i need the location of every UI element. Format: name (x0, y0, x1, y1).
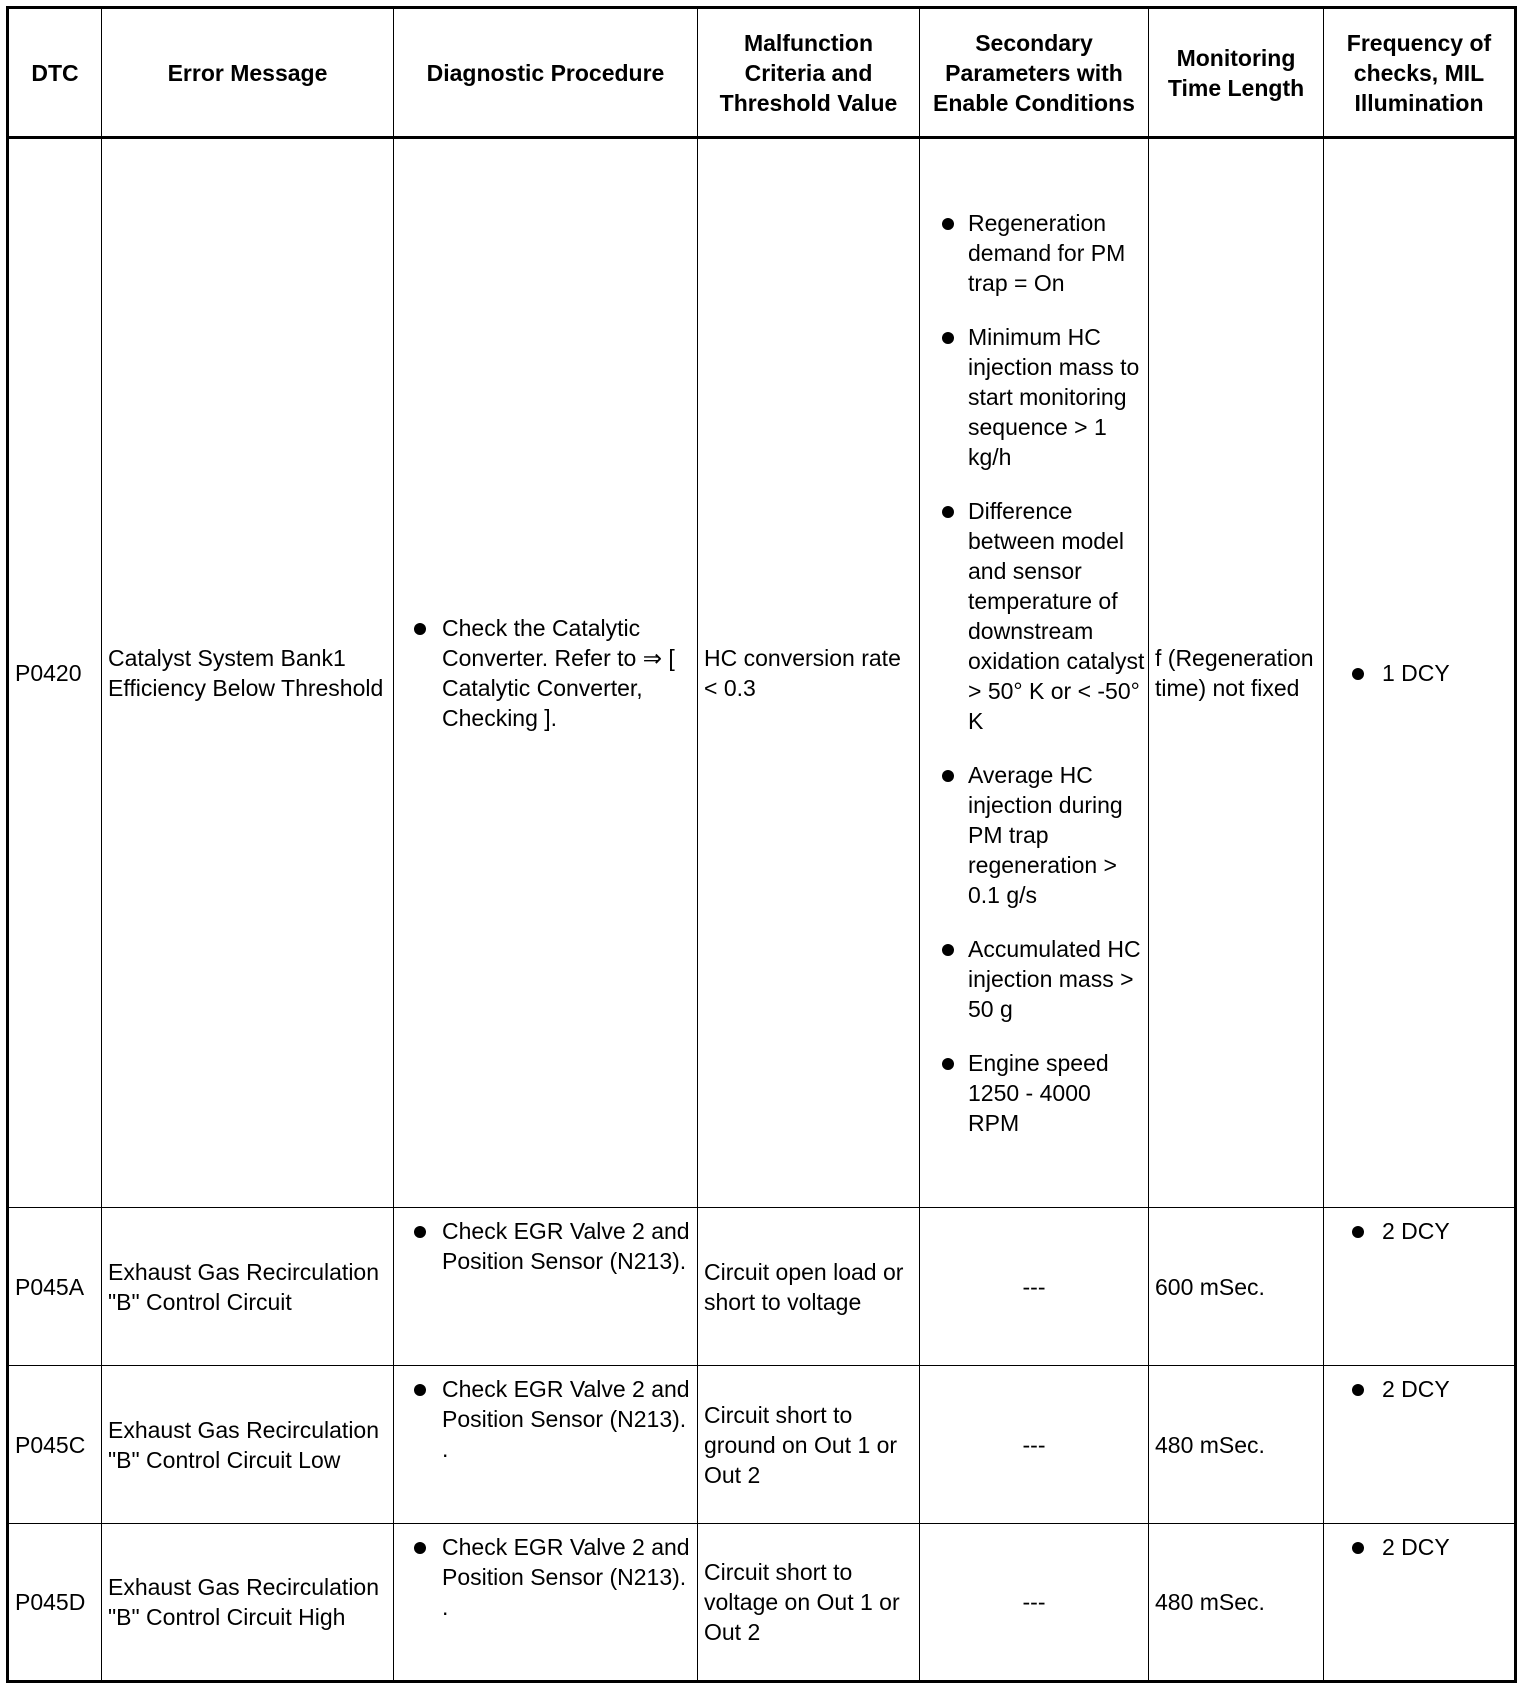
bullet-icon (414, 623, 426, 635)
monitoring-time: 480 mSec. (1149, 1366, 1324, 1524)
header-frequency: Frequency of checks, MIL Illumination (1324, 8, 1516, 138)
table-row (8, 138, 1516, 1208)
secondary-item: Minimum HC injection mass to start monitoring sequence > 1 kg/h (926, 322, 1146, 472)
frequency-item: 2 DCY (1330, 1216, 1508, 1246)
frequency-item: 2 DCY (1330, 1374, 1508, 1404)
frequency (1324, 1208, 1516, 1366)
secondary-parameters: --- (920, 1208, 1149, 1366)
header-secondary-parameters: Secondary Parameters with Enable Conditions (920, 8, 1149, 138)
table-row (8, 1366, 1516, 1524)
monitoring-time: 600 mSec. (1149, 1208, 1324, 1366)
malfunction-criteria: Circuit open load or short to voltage (698, 1208, 920, 1366)
bullet-icon (942, 770, 954, 782)
frequency-item: 1 DCY (1330, 658, 1508, 688)
table-row (8, 1524, 1516, 1682)
bullet-icon (1352, 1226, 1364, 1238)
dtc-code: P045A (8, 1208, 102, 1366)
malfunction-criteria: Circuit short to ground on Out 1 or Out 2 (698, 1366, 920, 1524)
bullet-icon (942, 1058, 954, 1070)
diagnostic-procedure (394, 1208, 698, 1366)
malfunction-criteria: HC conversion rate < 0.3 (698, 138, 920, 1208)
bullet-icon (1352, 668, 1364, 680)
frequency (1324, 1366, 1516, 1524)
frequency (1324, 1524, 1516, 1682)
dtc-code: P045C (8, 1366, 102, 1524)
header-dtc: DTC (8, 8, 102, 138)
table-header (8, 8, 1516, 138)
malfunction-criteria: Circuit short to voltage on Out 1 or Out 2 (698, 1524, 920, 1682)
error-message: Catalyst System Bank1 Efficiency Below Threshold (102, 138, 394, 1208)
diagnostic-procedure (394, 1524, 698, 1682)
secondary-item: Accumulated HC injection mass > 50 g (926, 934, 1146, 1024)
diagnostic-procedure (394, 1366, 698, 1524)
monitoring-time: 480 mSec. (1149, 1524, 1324, 1682)
procedure-item: Check EGR Valve 2 and Position Sensor (N213). . (400, 1374, 691, 1464)
error-message: Exhaust Gas Recirculation "B" Control Circuit (102, 1208, 394, 1366)
secondary-parameters: --- (920, 1366, 1149, 1524)
secondary-item: Engine speed 1250 - 4000 RPM (926, 1048, 1146, 1138)
frequency-item: 2 DCY (1330, 1532, 1508, 1562)
bullet-icon (942, 944, 954, 956)
frequency (1324, 138, 1516, 1208)
dtc-code: P0420 (8, 138, 102, 1208)
bullet-icon (942, 506, 954, 518)
secondary-item: Regeneration demand for PM trap = On (926, 208, 1146, 298)
header-malfunction-criteria: Malfunction Criteria and Threshold Value (698, 8, 920, 138)
secondary-item: Average HC injection during PM trap regeneration > 0.1 g/s (926, 760, 1146, 910)
table-row (8, 1208, 1516, 1366)
diagnostic-procedure (394, 138, 698, 1208)
bullet-icon (414, 1384, 426, 1396)
bullet-icon (1352, 1384, 1364, 1396)
secondary-item: Difference between model and sensor temperature of downstream oxidation catalyst > 50° K or < -50° K (926, 496, 1146, 736)
bullet-icon (414, 1542, 426, 1554)
header-monitoring-time: Monitoring Time Length (1149, 8, 1324, 138)
procedure-item: Check the Catalytic Converter. Refer to ⇒ [ Catalytic Converter, Checking ]. (400, 613, 691, 733)
bullet-icon (1352, 1542, 1364, 1554)
secondary-parameters: --- (920, 1524, 1149, 1682)
bullet-icon (942, 218, 954, 230)
dtc-table (6, 6, 1517, 1683)
procedure-item: Check EGR Valve 2 and Position Sensor (N213). (400, 1216, 691, 1276)
header-diagnostic-procedure: Diagnostic Procedure (394, 8, 698, 138)
dtc-code: P045D (8, 1524, 102, 1682)
secondary-parameters (920, 138, 1149, 1208)
error-message: Exhaust Gas Recirculation "B" Control Circuit High (102, 1524, 394, 1682)
monitoring-time: f (Regeneration time) not fixed (1149, 138, 1324, 1208)
bullet-icon (414, 1226, 426, 1238)
header-error-message: Error Message (102, 8, 394, 138)
header-row (8, 8, 1516, 138)
procedure-item: Check EGR Valve 2 and Position Sensor (N213). . (400, 1532, 691, 1622)
bullet-icon (942, 332, 954, 344)
error-message: Exhaust Gas Recirculation "B" Control Circuit Low (102, 1366, 394, 1524)
